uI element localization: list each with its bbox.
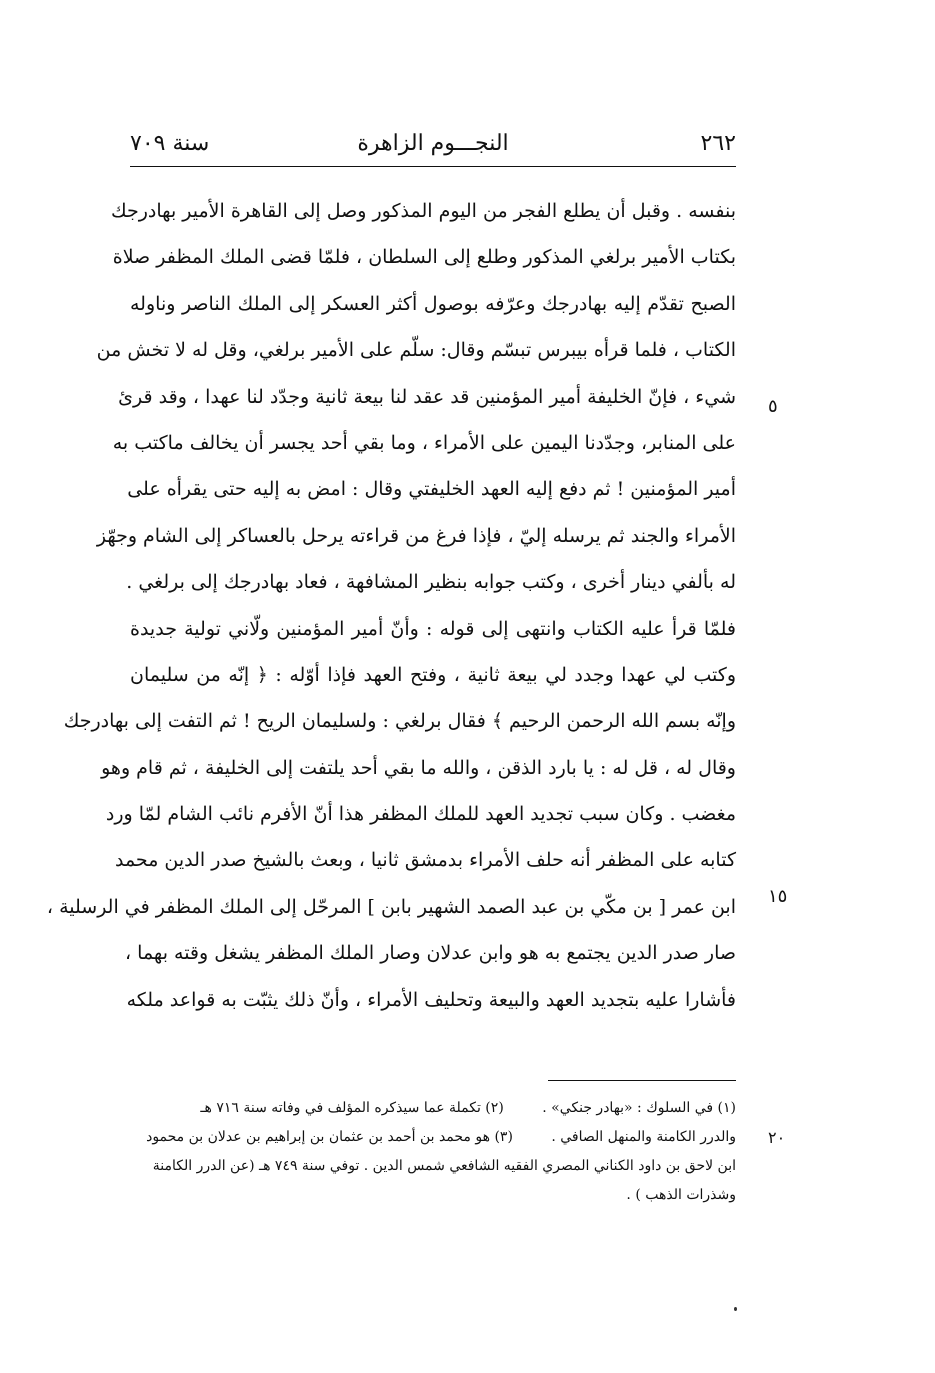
text-line: ابن عمر [ بن مكّي بن عبد الصمد الشهير بابن ] المرحّل إلى الملك المظفر في الرسلية ، [46, 895, 736, 918]
footnote-line [130, 1123, 736, 1152]
text-line: الأمراء والجند ثم يرسله إليّ ، فإذا فرغ من قراءته يرحل بالعساكر إلى الشام وجهّز [96, 524, 736, 547]
text-line: الكتاب ، فلما قرأه بيبرس تبسّم وقال: سلّم على الأمير برلغي، وقل له لا تخش من [96, 339, 736, 362]
footnote-2-continued: والدرر الكامنة والمنهل الصافي . [551, 1129, 736, 1145]
footnotes [130, 1094, 736, 1210]
header-rule [130, 166, 736, 167]
running-title: النجـــوم الزاهرة [357, 131, 509, 156]
text-line: وقال له ، قل له : يا بارد الذقن ، والله ما بقي أحد يلتفت إلى الخليفة ، ثم قام وهو [101, 756, 736, 779]
text-line: كتابه على المظفر أنه حلف الأمراء بدمشق ثانيا ، وبعث بالشيخ صدر الدين محمد [114, 849, 736, 872]
line-number-15: ١٥ [768, 886, 788, 907]
text-line: الصبح تقدّم إليه بهادرجك وعرّفه بوصول أكثر العسكر إلى الملك الناصر وناوله [130, 292, 736, 315]
text-line: فلمّا قرأ عليه الكتاب وانتهى إلى قوله : وأنّ أمير المؤمنين ولّاني تولية جديدة [130, 617, 736, 640]
year-label: سنة ٧٠٩ [130, 131, 210, 156]
print-speck [734, 1307, 737, 1311]
page-number: ٢٦٢ [700, 131, 736, 156]
page-header [130, 128, 736, 168]
text-line: وإنّه بسم الله الرحمن الرحيم ﴾ فقال برلغي : ولسليمان الريح ! ثم التفت إلى بهادرجك [63, 710, 736, 733]
text-line: بكتاب الأمير برلغي المذكور وطلع إلى السلطان ، فلمّا قضى الملك المظفر صلاة [112, 246, 736, 269]
text-line: شيء ، فإنّ الخليفة أمير المؤمنين قد عقد لنا بيعة ثانية وجدّد لنا عهدا ، وقد قرئ [118, 385, 736, 408]
footnote-3: (٣) هو محمد بن أحمد بن عثمان بن إبراهيم بن عدلان بن محمود [146, 1129, 513, 1145]
text-line: على المنابر، وجدّدنا اليمين على الأمراء ، وما بقي أحد يجسر أن يخالف ماكتب به [112, 431, 736, 454]
text-line: فأشارا عليه بتجديد العهد والبيعة وتحليف الأمراء ، وأنّ ذلك يثبّت به قواعد ملكه [126, 988, 736, 1011]
line-number-20: ٢٠ [768, 1128, 786, 1147]
text-line: بنفسه . وقبل أن يطلع الفجر من اليوم المذكور وصل إلى القاهرة الأمير بهادرجك [111, 200, 736, 222]
line-number-5: ٥ [768, 396, 778, 417]
footnote-3-continued: ابن لاحق بن داود الكناني المصري الفقيه الشافعي شمس الدين . توفي سنة ٧٤٩ هـ (عن الدرر الكامنة [152, 1158, 736, 1174]
footnote-line [130, 1094, 736, 1123]
footnote-2: (٢) تكملة عما سيذكره المؤلف في وفاته سنة ٧١٦ هـ [200, 1100, 504, 1116]
text-line: مغضب . وكان سبب تجديد العهد للملك المظفر هذا أنّ الأفرم نائب الشام لمّا ورد [105, 803, 736, 826]
footnote-rule [548, 1080, 736, 1081]
text-line: أمير المؤمنين ! ثم دفع إليه العهد الخليفتي وقال : امض به إليه حتى يقرأه على [127, 478, 736, 501]
main-text [46, 188, 736, 1023]
text-line: وكتب لي عهدا وجدد لي بيعة ثانية ، وفتح العهد فإذا أوّله : ﴿ إنّه من سليمان [130, 663, 736, 686]
text-line: له بألفي دينار أخرى ، وكتب جوابه بنظير المشافهة ، فعاد بهادرجك إلى برلغي . [126, 571, 736, 594]
footnote-1: (١) في السلوك : «بهادر جنكي» . [542, 1100, 736, 1116]
text-line: صار صدر الدين يجتمع به هو وابن عدلان وصار الملك المظفر يشغل وقته بهما ، [124, 942, 736, 965]
footnote-3-end: وشذرات الذهب ) . [626, 1187, 736, 1203]
